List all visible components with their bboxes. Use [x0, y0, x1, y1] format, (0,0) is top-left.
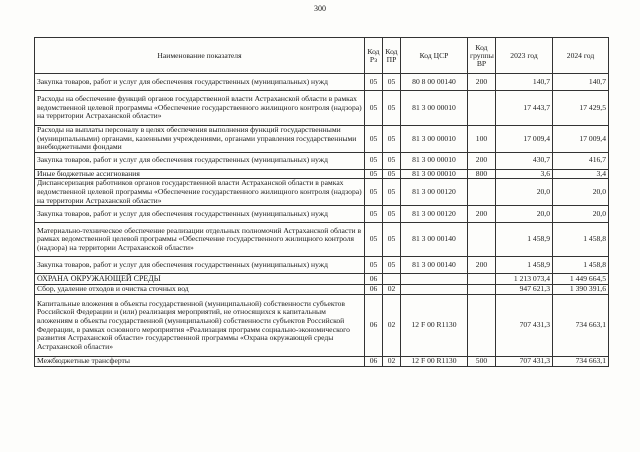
cell-2023: 707 431,3: [496, 295, 553, 357]
table-row: [35, 179, 609, 206]
cell-2024: 140,7: [553, 74, 609, 91]
cell-vr: 100: [468, 126, 496, 153]
cell-name: Закупка товаров, работ и услуг для обеспечения государственных (муниципальных) нужд: [35, 257, 365, 274]
cell-vr: 200: [468, 152, 496, 169]
cell-rz: 06: [365, 285, 383, 295]
table-row: [35, 169, 609, 179]
cell-vr: [468, 285, 496, 295]
cell-csr: 81 3 00 00010: [401, 91, 468, 126]
cell-name: Материально-техническое обеспечение реализации отдельных полномочий Астраханской области в рамках ведомственной целевой программы «Обеспечение государственного жилищного контроля (надзора) на территории Астраханской области»: [35, 223, 365, 257]
cell-pr: 05: [383, 223, 401, 257]
cell-name: Расходы на выплаты персоналу в целях обеспечения выполнения функций государственными (муниципальными) органами, казенными учреждениями, органами управления государственными внебюджетными фондами: [35, 126, 365, 153]
cell-name: Сбор, удаление отходов и очистка сточных вод: [35, 285, 365, 295]
table-row: [35, 91, 609, 126]
table-row: [35, 152, 609, 169]
cell-2023: 707 431,3: [496, 357, 553, 367]
cell-2023: 430,7: [496, 152, 553, 169]
cell-csr: 12 F 00 R1130: [401, 295, 468, 357]
cell-csr: 81 3 00 00120: [401, 179, 468, 206]
header-row: [35, 38, 609, 74]
cell-pr: 02: [383, 357, 401, 367]
cell-rz: 05: [365, 169, 383, 179]
cell-pr: 05: [383, 74, 401, 91]
table-row: [35, 206, 609, 223]
cell-pr: 05: [383, 257, 401, 274]
cell-csr: 81 3 00 00140: [401, 223, 468, 257]
cell-vr: [468, 91, 496, 126]
cell-pr: 05: [383, 126, 401, 153]
cell-2023: 17 443,7: [496, 91, 553, 126]
cell-csr: 81 3 00 00010: [401, 152, 468, 169]
cell-name: Диспансеризация работников органов государственной власти Астраханской области в рамках ведомственной целевой программы «Обеспечение государственного жилищного контроля (надзора) на территории Астраханской области»: [35, 179, 365, 206]
header-rz: Код Рз: [365, 38, 383, 74]
cell-name: Иные бюджетные ассигнования: [35, 169, 365, 179]
header-2023: 2023 год: [496, 38, 553, 74]
cell-csr: 80 8 00 00140: [401, 74, 468, 91]
cell-2024: 416,7: [553, 152, 609, 169]
cell-2024: 20,0: [553, 179, 609, 206]
table-row: [35, 357, 609, 367]
header-pr: Код ПР: [383, 38, 401, 74]
cell-vr: 200: [468, 257, 496, 274]
cell-csr: 12 F 00 R1130: [401, 357, 468, 367]
cell-rz: 05: [365, 91, 383, 126]
cell-pr: 05: [383, 152, 401, 169]
cell-pr: 05: [383, 206, 401, 223]
table-row: [35, 74, 609, 91]
cell-2024: 1 449 664,5: [553, 274, 609, 285]
cell-rz: 05: [365, 179, 383, 206]
cell-csr: 81 3 00 00010: [401, 169, 468, 179]
table-row: [35, 223, 609, 257]
table-body: [35, 74, 609, 367]
cell-rz: 05: [365, 152, 383, 169]
table-row: [35, 257, 609, 274]
cell-rz: 05: [365, 126, 383, 153]
table-row: [35, 285, 609, 295]
cell-vr: [468, 179, 496, 206]
cell-rz: 05: [365, 257, 383, 274]
cell-csr: 81 3 00 00120: [401, 206, 468, 223]
cell-vr: [468, 274, 496, 285]
cell-2024: 1 458,8: [553, 223, 609, 257]
cell-pr: 05: [383, 91, 401, 126]
cell-name: Закупка товаров, работ и услуг для обеспечения государственных (муниципальных) нужд: [35, 206, 365, 223]
cell-2023: 3,6: [496, 169, 553, 179]
page-number: 300: [314, 4, 326, 13]
cell-2023: 1 458,9: [496, 257, 553, 274]
header-2024: 2024 год: [553, 38, 609, 74]
cell-csr: [401, 274, 468, 285]
cell-rz: 06: [365, 357, 383, 367]
table-row: [35, 126, 609, 153]
cell-csr: 81 3 00 00140: [401, 257, 468, 274]
cell-name: ОХРАНА ОКРУЖАЮЩЕЙ СРЕДЫ: [35, 274, 365, 285]
cell-vr: 800: [468, 169, 496, 179]
cell-rz: 06: [365, 274, 383, 285]
cell-name: Межбюджетные трансферты: [35, 357, 365, 367]
header-csr: Код ЦСР: [401, 38, 468, 74]
cell-2024: 3,4: [553, 169, 609, 179]
cell-vr: 500: [468, 357, 496, 367]
cell-name: Закупка товаров, работ и услуг для обеспечения государственных (муниципальных) нужд: [35, 152, 365, 169]
cell-pr: [383, 274, 401, 285]
cell-pr: 05: [383, 169, 401, 179]
cell-rz: 05: [365, 74, 383, 91]
cell-csr: 81 3 00 00010: [401, 126, 468, 153]
cell-2023: 20,0: [496, 179, 553, 206]
table-row: [35, 295, 609, 357]
cell-2023: 1 213 073,4: [496, 274, 553, 285]
cell-2023: 1 458,9: [496, 223, 553, 257]
cell-name: Закупка товаров, работ и услуг для обеспечения государственных (муниципальных) нужд: [35, 74, 365, 91]
cell-2024: 20,0: [553, 206, 609, 223]
cell-2024: 17 009,4: [553, 126, 609, 153]
cell-2024: 734 663,1: [553, 357, 609, 367]
header-vr: Код группы ВР: [468, 38, 496, 74]
cell-2023: 17 009,4: [496, 126, 553, 153]
cell-pr: 02: [383, 285, 401, 295]
cell-rz: 06: [365, 295, 383, 357]
cell-vr: [468, 223, 496, 257]
cell-2023: 20,0: [496, 206, 553, 223]
cell-2024: 17 429,5: [553, 91, 609, 126]
table-row: [35, 274, 609, 285]
cell-name: Расходы на обеспечение функций органов государственной власти Астраханской области в рамках ведомственной целевой программы «Обеспечение государственного жилищного контроля (надзора) на территории Астраханской области»: [35, 91, 365, 126]
cell-2023: 140,7: [496, 74, 553, 91]
budget-table: [34, 37, 609, 367]
cell-vr: 200: [468, 74, 496, 91]
cell-2024: 1 458,8: [553, 257, 609, 274]
cell-rz: 05: [365, 206, 383, 223]
cell-2024: 1 390 391,6: [553, 285, 609, 295]
cell-2023: 947 621,3: [496, 285, 553, 295]
cell-csr: [401, 285, 468, 295]
cell-vr: 200: [468, 206, 496, 223]
cell-rz: 05: [365, 223, 383, 257]
cell-2024: 734 663,1: [553, 295, 609, 357]
cell-vr: [468, 295, 496, 357]
cell-pr: 02: [383, 295, 401, 357]
header-name: Наименование показателя: [35, 38, 365, 74]
cell-name: Капитальные вложения в объекты государственной (муниципальной) собственности субъектов Российской Федерации и (или) реализация мероприятий, не относящихся к капитальным вложениям в объекты государственной (муниципальной) собственности субъектов Российской Федерации, в рамках основного мероприятия «Реализация программ социально-экономического развития Астраханской области» государственной программы «Охрана окружающей среды Астраханской области»: [35, 295, 365, 357]
cell-pr: 05: [383, 179, 401, 206]
